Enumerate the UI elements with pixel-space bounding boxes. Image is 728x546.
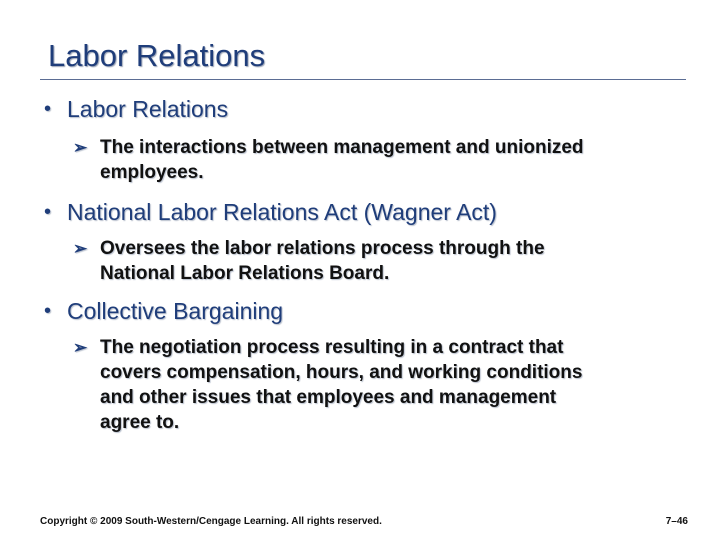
bullet-dot-icon: •: [44, 201, 52, 223]
sub-bullet-text: [100, 335, 675, 435]
slide-title: Labor Relations: [48, 38, 266, 73]
sub-bullet-line: and other issues that employees and management: [100, 387, 557, 408]
bullet-dot-icon: •: [44, 98, 52, 120]
sub-bullet-line: The negotiation process resulting in a contract that: [100, 337, 564, 358]
sub-bullet-line: The interactions between management and unionized: [100, 137, 584, 158]
bullet-heading: Labor Relations: [67, 96, 229, 122]
arrow-bullet-icon: ➢: [73, 239, 88, 258]
footer-copyright: Copyright © 2009 South-Western/Cengage Learning. All rights reserved.: [40, 516, 382, 527]
sub-bullet-line: agree to.: [100, 412, 180, 433]
bullet-heading: National Labor Relations Act (Wagner Act): [67, 199, 497, 225]
bullet-dot-icon: •: [44, 300, 52, 322]
bullet-heading: Collective Bargaining: [67, 298, 284, 324]
sub-bullet-line: National Labor Relations Board.: [100, 263, 390, 284]
sub-bullet-text: [100, 135, 675, 185]
footer-page-number: 7–46: [665, 516, 688, 527]
sub-bullet-text: [100, 236, 675, 286]
sub-bullet-line: covers compensation, hours, and working conditions: [100, 362, 583, 383]
arrow-bullet-icon: ➢: [73, 338, 88, 357]
sub-bullet-line: Oversees the labor relations process through the: [100, 238, 545, 259]
arrow-bullet-icon: ➢: [73, 138, 88, 157]
sub-bullet-line: employees.: [100, 162, 204, 183]
